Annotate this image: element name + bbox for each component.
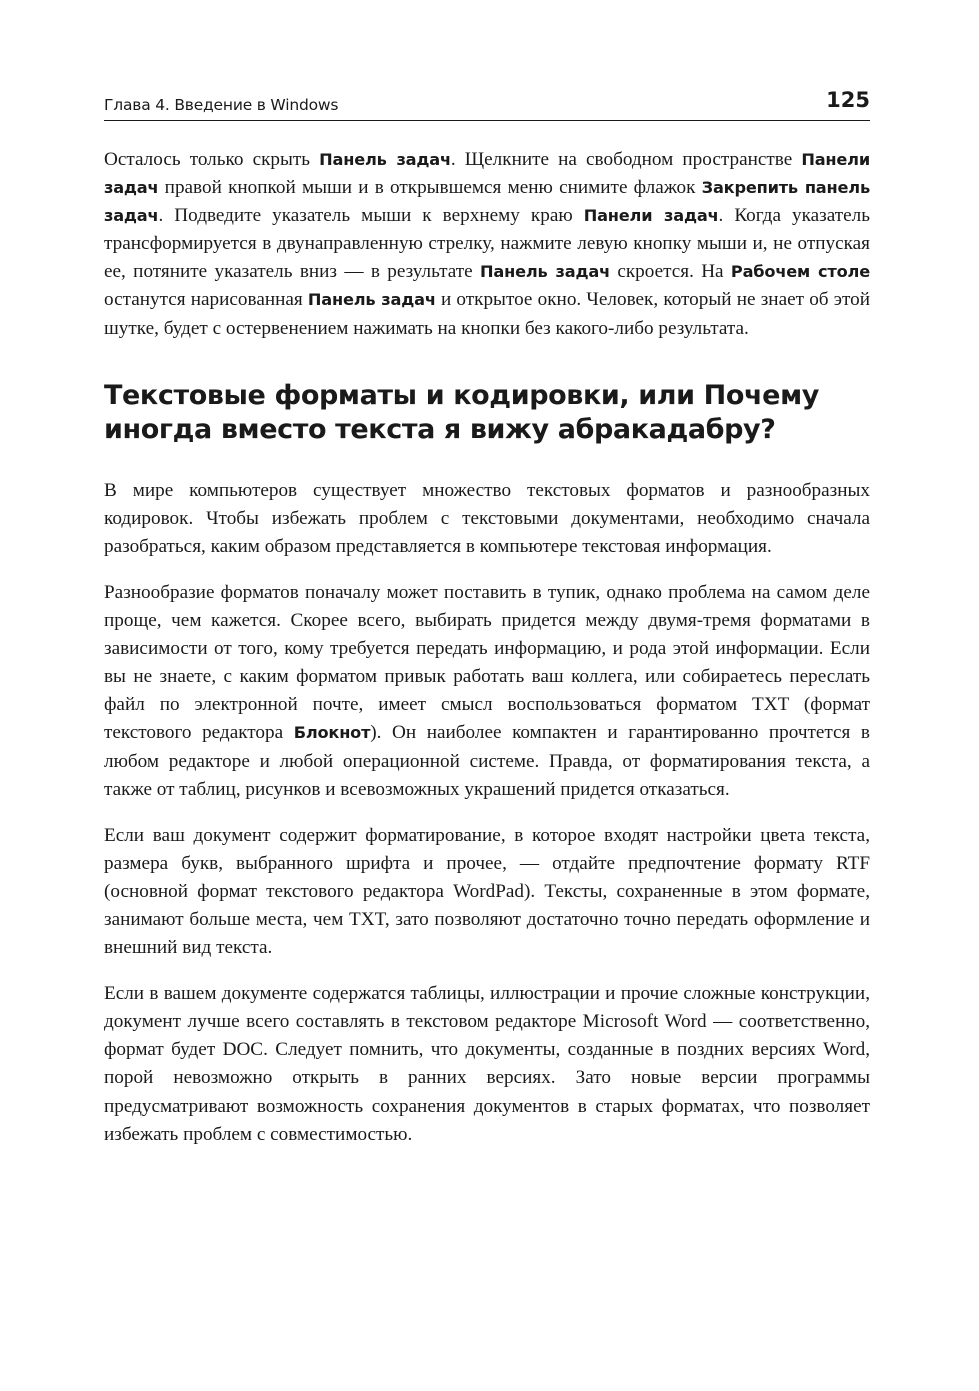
page-body [104, 146, 870, 1149]
chapter-title: Глава 4. Введение в Windows [104, 96, 339, 114]
text-run: . Подведите указатель мыши к верхнему краю [158, 205, 584, 227]
paragraph-doc-format: Если в вашем документе содержатся таблицы, иллюстрации и прочие сложные конструкции, документ лучше всего составлять в текстовом редакторе Microsoft Word — соответственно, формат будет DOC. Следует помнить, что документы, созданные в поздних версиях Word, порой невозможно открыть в ранних версиях. Зато новые версии программы предусматривают возможность сохранения документов в старых форматах, что позволяет избежать проблем с совместимостью. [104, 983, 870, 1145]
text-run: и открытое окно. Человек, который не знает об этой шутке, будет с остервенением нажимать на кнопки без какого-либо результата. [104, 289, 870, 339]
ui-term: Закрепить панель задач [104, 178, 870, 226]
text-run: останутся нарисованная [104, 289, 308, 311]
text-run: ). Он наиболее компактен и гарантированно прочтется в любом редакторе и любой операционной системе. Правда, от форматирования текста, а также от таблиц, рисунков и всевозможных украшений придется отказаться. [104, 722, 870, 800]
text-run: . Когда указатель трансформируется в двунаправленную стрелку, нажмите левую кнопку мыши и, не отпуская ее, потяните указатель вниз — в результате [104, 205, 870, 283]
ui-term: Панель задач [307, 290, 436, 310]
ui-term: Блокнот [293, 723, 371, 743]
text-run: . Щелкните на свободном пространстве [450, 149, 802, 170]
text-run: скроется. На [609, 261, 731, 283]
text-run: Разнообразие форматов поначалу может поставить в тупик, однако проблема на самом деле проще, чем кажется. Скорее всего, выбирать придется между двумя-тремя форматами в зависимости от того, кому требуется передать информацию, и рода этой информации. Если вы не знаете, с каким форматом привык работать ваш коллега, или собираетесь переслать файл по электронной почте, имеет смысл воспользоваться форматом TXT (формат текстового редактора [104, 581, 870, 744]
ui-term: Панель задач [480, 262, 610, 282]
section-heading: Текстовые форматы и кодировки, или Почему иногда вместо текста я вижу абракадабру? [104, 379, 819, 445]
ui-term: Панели задач [583, 206, 719, 226]
ui-term: Панель задач [319, 150, 451, 169]
paragraph-hide-taskbar [104, 146, 870, 343]
ui-term: Рабочем столе [730, 262, 870, 282]
ui-term: Панели задач [104, 150, 870, 198]
running-header [104, 88, 870, 121]
paragraph-txt-format [104, 579, 870, 804]
text-run: правой кнопкой мыши и в открывшемся меню снимите флажок [158, 177, 702, 199]
paragraph-intro: В мире компьютеров существует множество текстовых форматов и разнообразных кодировок. Чтобы избежать проблем с текстовыми документами, необходимо сначала разобраться, каким образом представляется в компьютере текстовая информация. [104, 479, 870, 557]
text-run: Осталось только скрыть [104, 149, 320, 170]
page-number: 125 [826, 88, 870, 112]
paragraph-rtf-format: Если ваш документ содержит форматирование, в которое входят настройки цвета текста, размера букв, выбранного шрифта и прочее, — отдайте предпочтение формату RTF (основной формат текстового редактора WordPad). Тексты, сохраненные в этом формате, занимают больше места, чем TXT, зато позволяют достаточно точно передать оформление и внешний вид текста. [104, 824, 870, 959]
